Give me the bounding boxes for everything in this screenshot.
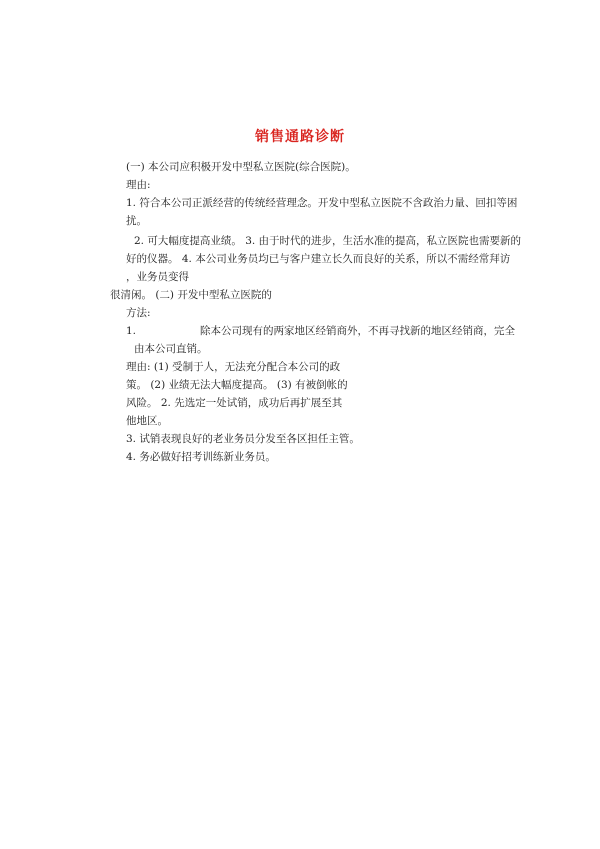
paragraph-line: 理由: [126,179,151,191]
paragraph-line: 由本公司直销。 [134,343,208,355]
paragraph-line: 策。 (2) 业绩无法大幅度提高。 (3) 有被倒帐的 [126,379,348,391]
paragraph-line: 4. 务必做好招考训练新业务员。 [126,451,276,463]
paragraph-line: (一) 本公司应积极开发中型私立医院(综合医院)。 [126,161,356,173]
paragraph-line: 除本公司现有的两家地区经销商外，不再寻找新的地区经销商，完全 [200,325,515,337]
paragraph-line: 风险。 2. 先选定一处试销，成功后再扩展至其 [126,397,343,409]
paragraph-line: 他地区。 [126,415,168,427]
paragraph-line: 方法: [126,307,151,319]
paragraph-line: 很清闲。 (二) 开发中型私立医院的 [110,289,272,301]
paragraph-line: 扰。 [126,215,147,227]
paragraph-line: 1. [126,325,137,337]
paragraph-line: 理由: (1) 受制于人，无法充分配合本公司的政 [126,361,341,373]
paragraph-line: 3. 试销表现良好的老业务员分发至各区担任主管。 [126,433,360,445]
document-title: 销售通路诊断 [255,129,345,145]
paragraph-line: 2. 可大幅度提高业绩。 3. 由于时代的进步，生活水准的提高，私立医院也需要新的 [134,235,522,247]
paragraph-line: 好的仪器。 4. 本公司业务员均已与客户建立长久而良好的关系，所以不需经常拜访 [126,253,511,265]
paragraph-line: 1. 符合本公司正派经营的传统经营理念。开发中型私立医院不含政治力量、回扣等困 [126,197,518,209]
paragraph-line: ，业务员变得 [126,271,189,283]
